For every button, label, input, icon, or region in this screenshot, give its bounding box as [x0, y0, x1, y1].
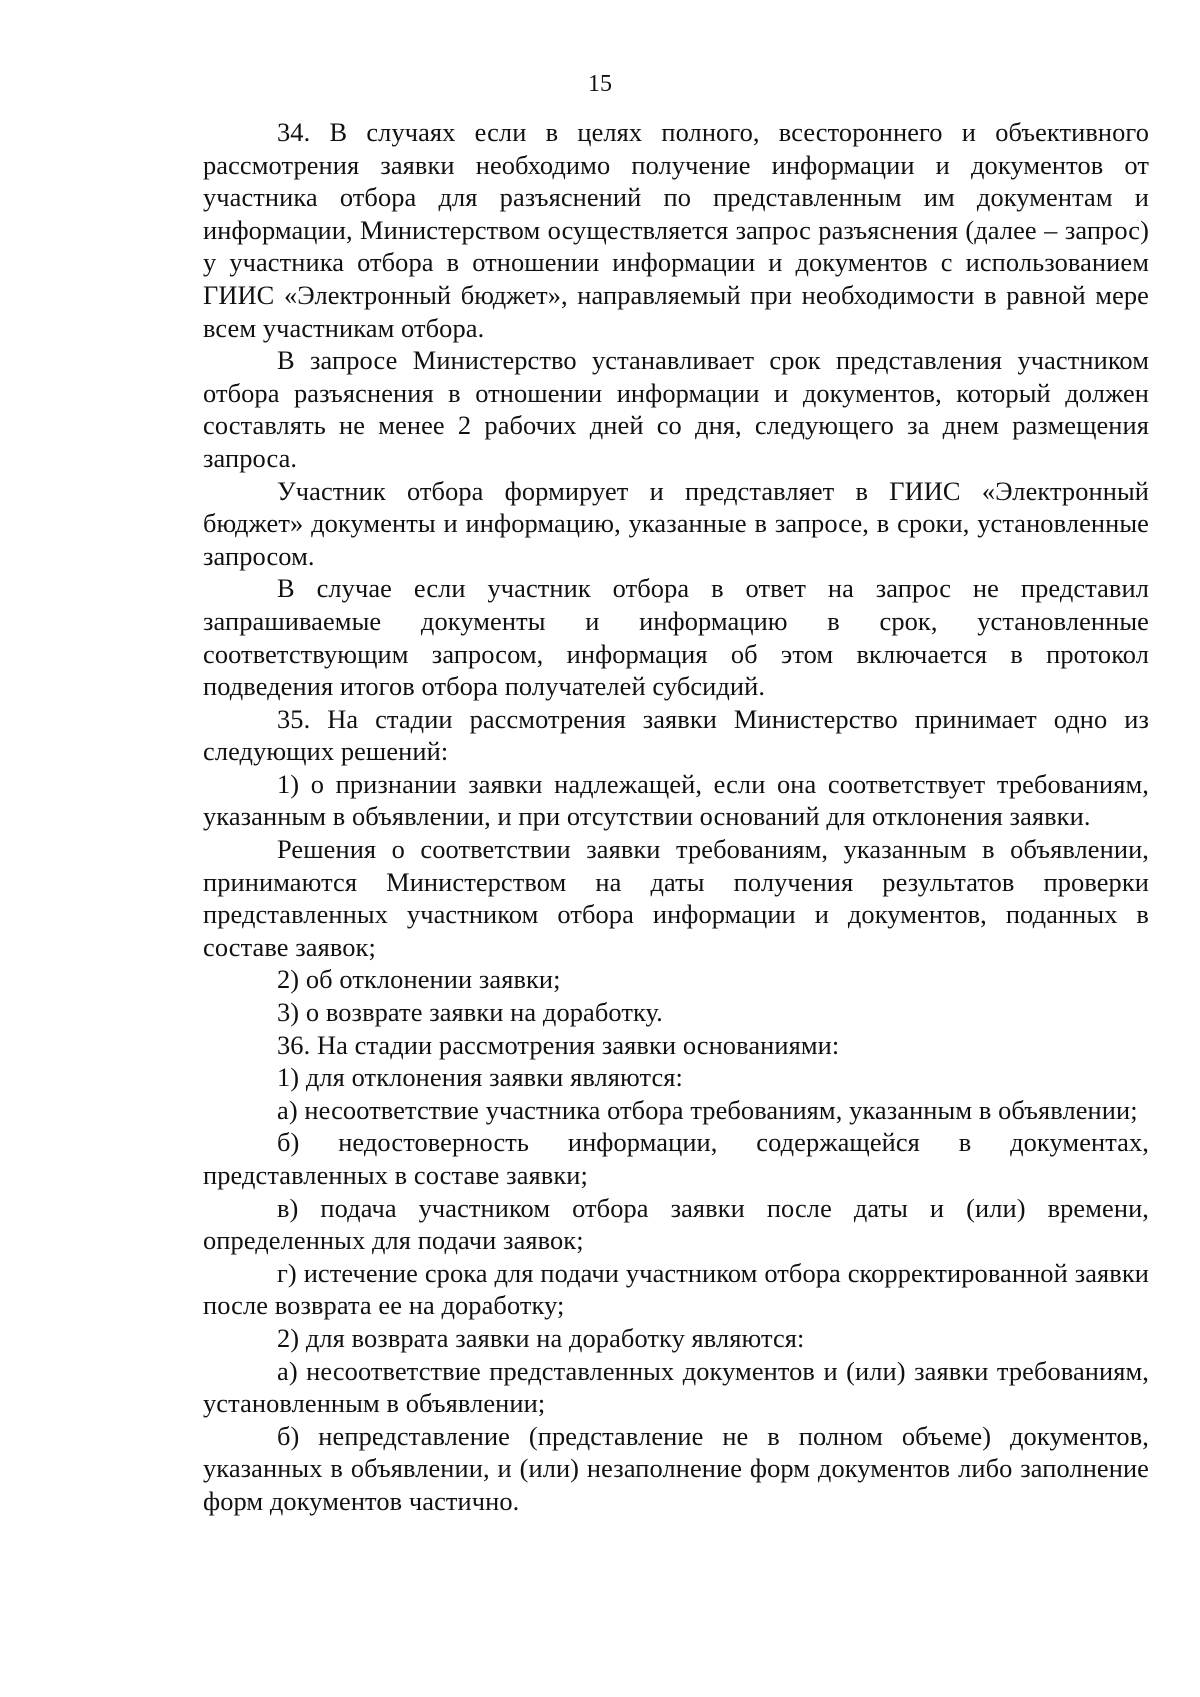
page-number: 15 — [588, 71, 612, 97]
paragraph-request-deadline: В запросе Министерство устанавливает срок представления участником отбора разъяснения в отношении информации и документов, который должен составлять не менее 2 рабочих дней со дня, следующего за днем размещения запроса. — [203, 345, 1149, 473]
list-item-35-3: 3) о возврате заявки на доработку. — [277, 997, 663, 1028]
paragraph-35-decisions: 35. На стадии рассмотрения заявки Министерство принимает одно из следующих решений: — [203, 703, 1149, 767]
list-item-35-2: 2) об отклонении заявки; — [277, 964, 561, 995]
list-item-36-2-a: а) несоответствие представленных документов и (или) заявки требованиям, установленным в объявлении; — [203, 1355, 1149, 1419]
list-item-36-1-a: а) несоответствие участника отбора требованиям, указанным в объявлении; — [277, 1094, 1138, 1125]
paragraph-no-response: В случае если участник отбора в ответ на запрос не представил запрашиваемые документы и информацию в срок, установленные соответствующим запросом, информация об этом включается в протокол подведения итогов отбора получателей субсидий. — [203, 573, 1149, 702]
list-item-35-1: 1) о признании заявки надлежащей, если она соответствует требованиям, указанным в объявлении, и при отсутствии оснований для отклонения заявки. — [203, 768, 1149, 832]
paragraph-36-grounds: 36. На стадии рассмотрения заявки основаниями: — [277, 1029, 840, 1060]
paragraph-34-request: 34. В случаях если в целях полного, всестороннего и объективного рассмотрения заявки необходимо получение информации и документов от участника отбора для разъяснений по представленным им документам и информации, Министерством осуществляется запрос разъяснения (далее – запрос) у участника отбора в отношении информации и документов с использованием ГИИС «Электронный бюджет», направляемый при необходимости в равной мере всем участникам отбора. — [203, 117, 1149, 343]
list-item-36-2-b: б) непредставление (представление не в полном объеме) документов, указанных в объявлении, и (или) незаполнение форм документов либо заполнение форм документов частично. — [203, 1420, 1149, 1516]
list-item-36-1: 1) для отклонения заявки являются: — [277, 1062, 683, 1093]
list-item-36-1-b: б) недостоверность информации, содержащейся в документах, представленных в составе заявки; — [203, 1127, 1149, 1190]
paragraph-participant-response: Участник отбора формирует и представляет в ГИИС «Электронный бюджет» документы и информацию, указанные в запросе, в сроки, установленные запросом. — [203, 475, 1149, 571]
document-body — [203, 116, 1149, 1518]
list-item-36-1-c: в) подача участником отбора заявки после даты и (или) времени, определенных для подачи заявок; — [203, 1192, 1149, 1256]
list-item-36-1-d: г) истечение срока для подачи участником отбора скорректированной заявки после возврата ее на доработку; — [203, 1257, 1149, 1321]
paragraph-compliance-decisions: Решения о соответствии заявки требованиям, указанным в объявлении, принимаются Министерством на даты получения результатов проверки представленных участником отбора информации и документов, поданных в составе заявок; — [203, 834, 1149, 962]
list-item-36-2: 2) для возврата заявки на доработку являются: — [277, 1322, 805, 1353]
